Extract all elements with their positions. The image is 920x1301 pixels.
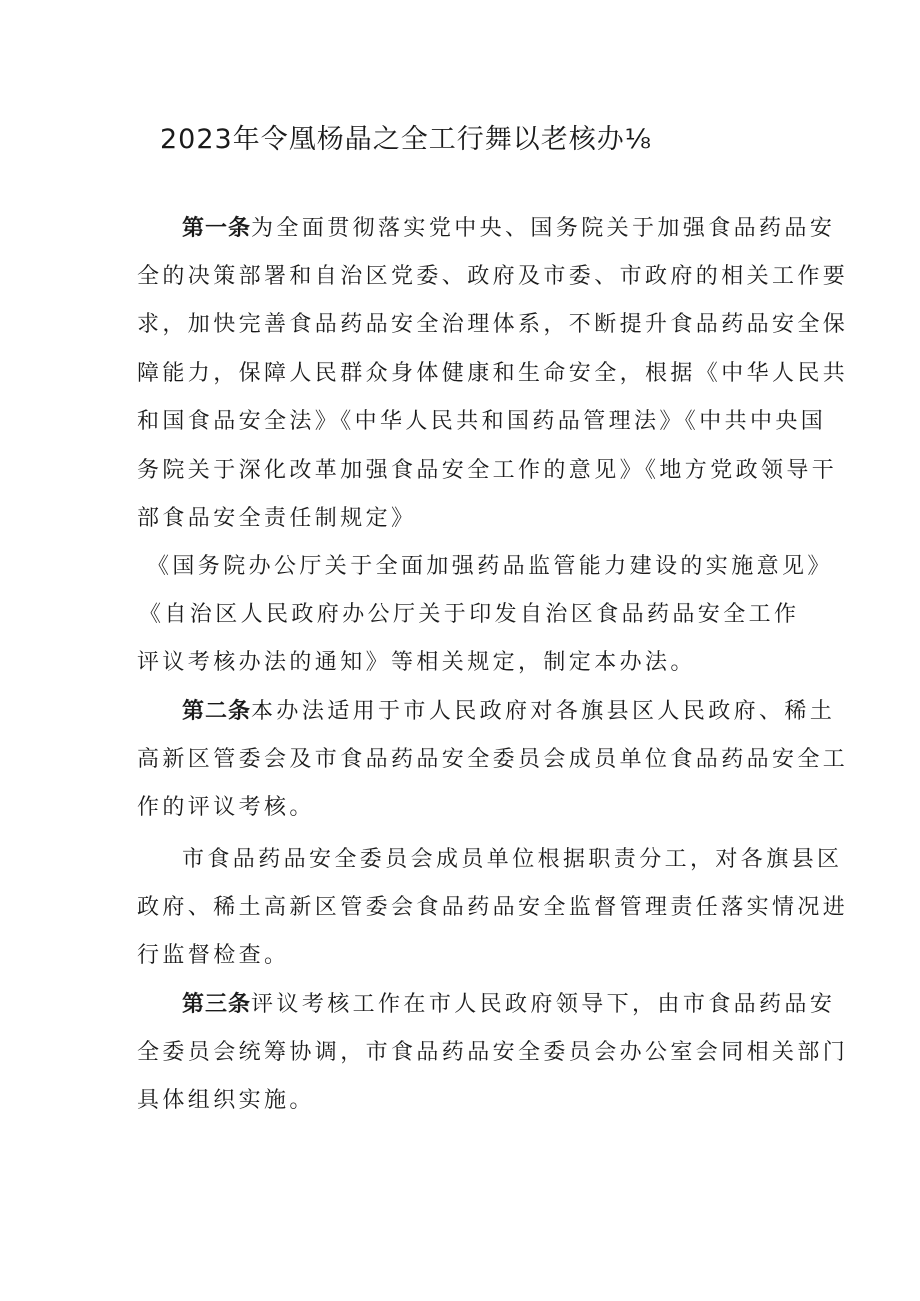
article-1-first-line bbox=[182, 214, 835, 244]
article-1-line: 为全面贯彻落实党中央、国务院关于加强食品药品安 bbox=[251, 216, 836, 241]
article-1-line: 评议考核办法的通知》等相关规定，制定本办法。 bbox=[137, 650, 696, 675]
article-2-paragraph-2-line: 行监督检查。 bbox=[137, 943, 290, 968]
article-3-line: 具体组织实施。 bbox=[137, 1088, 315, 1113]
article-3-heading: 第三条 bbox=[182, 992, 252, 1017]
article-1-line: 和国食品安全法》《中华人民共和国药品管理法》《中共中央国 bbox=[137, 409, 827, 434]
document-title: 2023年令凰杨晶之全工行舞以老核办⅛ bbox=[160, 124, 652, 155]
article-2-first-line bbox=[182, 697, 835, 727]
article-1-line: 全的决策部署和自治区党委、政府及市委、市政府的相关工作要 bbox=[137, 264, 849, 289]
article-1-line: 部食品安全责任制规定》 bbox=[137, 506, 417, 531]
article-2-line: 本办法适用于市人民政府对各旗县区人民政府、稀土 bbox=[251, 699, 836, 724]
article-1-line: 《国务院办公厅关于全面加强药品监管能力建设的实施意见》 bbox=[147, 554, 833, 579]
article-2-line: 高新区管委会及市食品药品安全委员会成员单位食品药品安全工 bbox=[137, 747, 849, 772]
article-1-line: 务院关于深化改革加强食品安全工作的意见》《地方党政领导干 bbox=[137, 458, 838, 483]
article-1-line: 障能力，保障人民群众身体健康和生命安全，根据《中华人民共 bbox=[137, 361, 849, 386]
article-2-paragraph-2-line: 政府、稀土高新区管委会食品药品安全监督管理责任落实情况进 bbox=[137, 895, 849, 920]
article-2-paragraph-2-line: 市食品药品安全委员会成员单位根据职责分工，对各旗县区 bbox=[182, 847, 843, 872]
article-2-line: 作的评议考核。 bbox=[137, 795, 315, 820]
article-1-heading: 第一条 bbox=[182, 216, 252, 241]
article-3-line: 全委员会统筹协调，市食品药品安全委员会办公室会同相关部门 bbox=[137, 1040, 849, 1065]
article-1-line: 《自治区人民政府办公厅关于印发自治区食品药品安全工作 bbox=[139, 602, 800, 627]
article-3-first-line bbox=[182, 990, 835, 1020]
article-1-line: 求，加快完善食品药品安全治理体系，不断提升食品药品安全保 bbox=[137, 312, 849, 337]
article-2-heading: 第二条 bbox=[182, 699, 252, 724]
article-3-line: 评议考核工作在市人民政府领导下，由市食品药品安 bbox=[251, 992, 836, 1017]
